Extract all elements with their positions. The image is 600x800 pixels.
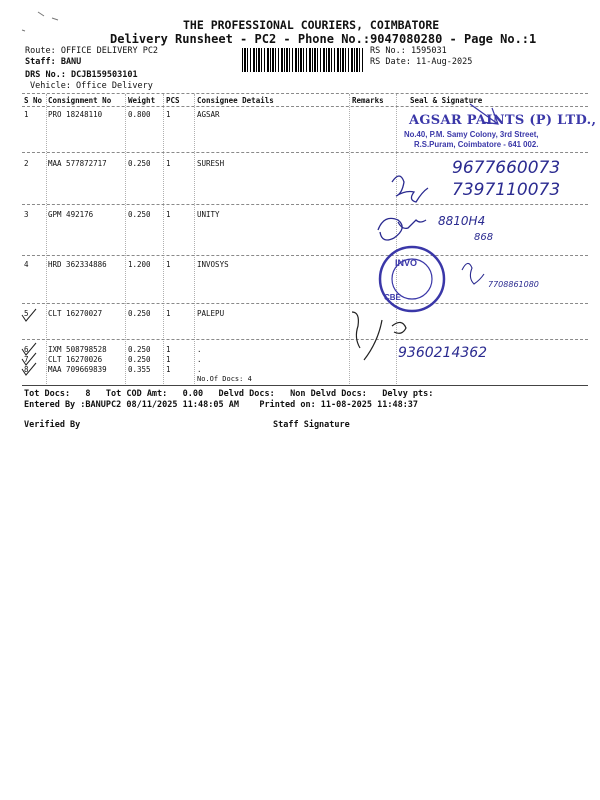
col-consignee: Consignee Details [197,96,274,105]
company-title: THE PROFESSIONAL COURIERS, COIMBATORE [183,18,440,32]
runsheet-title: Delivery Runsheet - PC2 - Phone No.:9047080280 - Page No.:1 [110,32,537,46]
handwritten-note: 868 [474,232,494,243]
row-consignment: CLT 16270027 [48,309,103,318]
col-pcs: PCS [166,96,180,105]
handwritten-phone: 9360214362 [398,345,488,361]
row-weight: 0.250 [128,159,151,168]
rs-number: RS No.: 1595031 [370,46,447,56]
row-consignee: UNITY [197,210,220,219]
row-weight: 1.200 [128,260,151,269]
row-consignment: CLT 16270026 [48,355,103,364]
no-of-docs: No.Of Docs: 4 [197,375,252,383]
svg-text:INVO: INVO [395,258,418,268]
row-weight: 0.250 [128,210,151,219]
row-pcs: 1 [166,309,171,318]
row-weight: 0.250 [128,355,151,364]
entered-by: Entered By :BANUPC2 08/11/2025 11:48:05 AM Printed on: 11-08-2025 11:48:37 [24,400,419,410]
row-pcs: 1 [166,159,171,168]
rs-date: RS Date: 11-Aug-2025 [370,57,473,67]
row-consignee: INVOSYS [197,260,229,269]
stamp-company-name: AGSAR PAINTS (P) LTD., [409,113,597,128]
row-pcs: 1 [166,365,171,374]
round-stamp [380,247,444,311]
summary-line: Tot Docs: 8 Tot COD Amt: 0.00 Delvd Docs: Non Delvd Docs: Delvy pts: [24,389,434,399]
handwritten-note: 7708861080 [488,280,539,289]
row-consignment: PRO 18248110 [48,110,103,119]
row-sno: 2 [24,159,29,168]
row-sno: 1 [24,110,29,119]
row-sno: 6 [24,345,29,354]
row-consignee: AGSAR [197,110,220,119]
signature-mark [462,263,484,284]
handwritten-phone: 9677660073 [452,158,561,178]
staff: Staff: BANU [25,57,82,67]
handwritten-phone: 7397110073 [452,180,561,200]
scan-specks [22,12,58,31]
handwritten-note: 8810H4 [438,214,486,228]
col-weight: Weight [128,96,156,105]
row-consignee: . [197,345,202,354]
row-pcs: 1 [166,355,171,364]
row-sno: 8 [24,365,29,374]
row-consignment: IXM 508798528 [48,345,107,354]
tick-mark [22,363,36,375]
row-consignment: MAA 709669839 [48,365,107,374]
signature-mark [352,312,360,348]
row-weight: 0.250 [128,345,151,354]
row-sno: 5 [24,309,29,318]
vehicle: Vehicle: Office Delivery [30,81,153,91]
signature-mark [392,176,428,202]
row-consignment: MAA 577872717 [48,159,107,168]
route: Route: OFFICE DELIVERY PC2 [25,46,159,56]
row-consignee: SURESH [197,159,225,168]
row-weight: 0.800 [128,110,151,119]
row-weight: 0.355 [128,365,151,374]
row-pcs: 1 [166,345,171,354]
row-pcs: 1 [166,110,171,119]
row-pcs: 1 [166,210,171,219]
row-consignment: HRD 362334886 [48,260,107,269]
col-sno: S No [24,96,43,105]
stamp-arrow-mark [470,104,498,124]
verified-by: Verified By [24,420,81,430]
row-pcs: 1 [166,260,171,269]
row-consignee: PALEPU [197,309,225,318]
row-sno: 4 [24,260,29,269]
row-consignee: . [197,355,202,364]
row-sno: 7 [24,355,29,364]
col-seal: Seal & Signature [410,96,483,105]
drs-number: DRS No.: DCJB159503101 [25,70,138,80]
tick-mark [22,343,36,355]
row-sno: 3 [24,210,29,219]
row-consignment: GPM 492176 [48,210,94,219]
signature-mark [378,218,426,240]
col-consignment: Consignment No [48,96,112,105]
staff-signature: Staff Signature [273,420,350,430]
tick-mark [22,353,36,365]
tick-mark [22,309,36,321]
row-weight: 0.250 [128,309,151,318]
row-consignee: . [197,365,202,374]
col-remarks: Remarks [352,96,384,105]
stamp-address-line: R.S.Puram, Coimbatore - 641 002. [414,140,539,149]
signature-mark [364,320,406,360]
stamp-address-line: No.40, P.M. Samy Colony, 3rd Street, [404,130,539,139]
svg-text:CBE: CBE [384,293,401,302]
